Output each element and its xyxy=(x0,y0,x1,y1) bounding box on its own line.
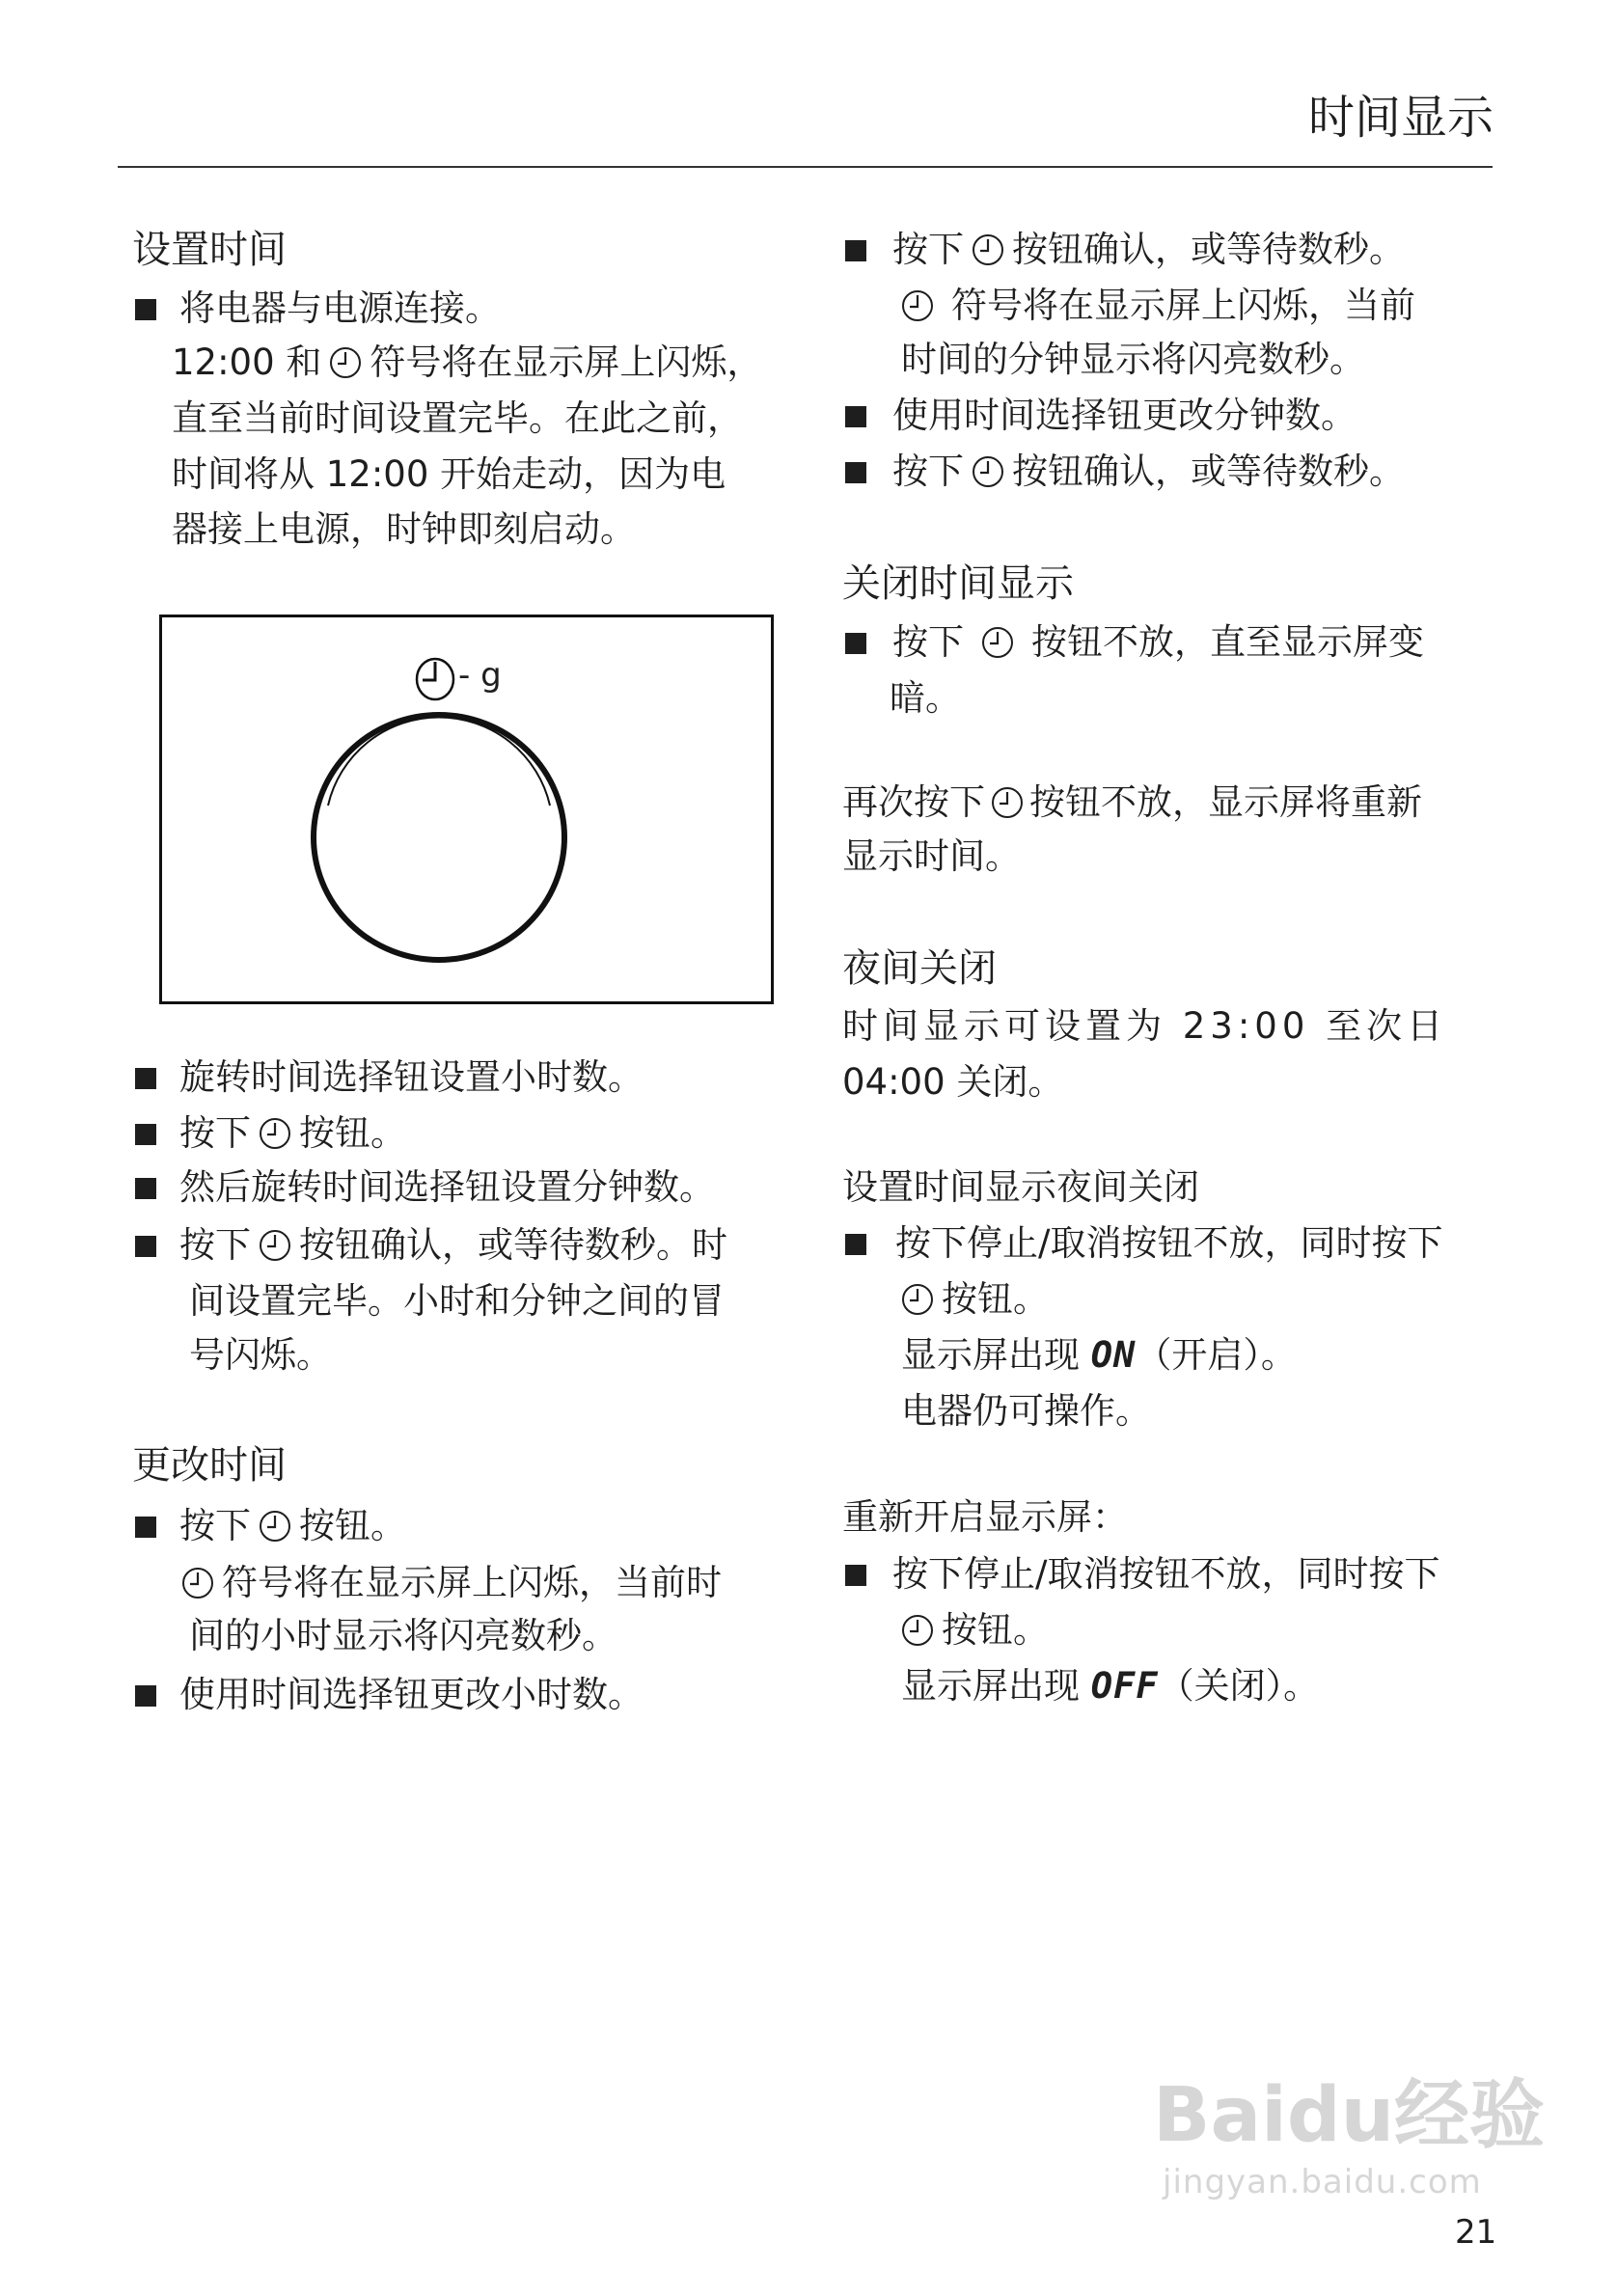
watermark-logo: Baidu经验 xyxy=(1153,2072,1546,2159)
bullet-icon xyxy=(845,406,866,427)
bullet-icon xyxy=(845,462,866,483)
knob-highlight-arc xyxy=(328,717,550,806)
list-item: 然后旋转时间选择钮设置分钟数。 xyxy=(179,1166,715,1208)
text: 按下 xyxy=(892,451,964,492)
text: 按钮确认，或等待数秒。 xyxy=(1012,451,1405,492)
bullet-icon xyxy=(135,1178,156,1199)
text: 12:00 和 xyxy=(172,342,322,383)
text: 按钮。 xyxy=(299,1505,406,1546)
paragraph-line xyxy=(172,335,762,391)
list-item xyxy=(892,444,1405,500)
paragraph-line xyxy=(901,1271,1049,1327)
bullet-icon xyxy=(135,1685,156,1707)
bullet-icon xyxy=(845,1565,866,1586)
list-item xyxy=(179,1217,727,1273)
list-item: 使用时间选择钮更改小时数。 xyxy=(179,1674,644,1715)
text: 显示屏出现 xyxy=(901,1665,1080,1707)
paragraph-line: 时间显示可设置为 23:00 至次日 xyxy=(842,1005,1448,1047)
clock-icon xyxy=(181,1567,214,1599)
section-heading: 关闭时间显示 xyxy=(842,561,1074,606)
section-heading: 更改时间 xyxy=(132,1443,287,1488)
section-heading: 重新开启显示屏： xyxy=(842,1496,1128,1538)
text: （关闭）。 xyxy=(1158,1665,1320,1707)
text: （开启）。 xyxy=(1136,1334,1297,1376)
list-item-continuation: 间设置完毕。小时和分钟之间的冒 xyxy=(189,1280,725,1322)
paragraph-line: 电器仍可操作。 xyxy=(901,1390,1151,1432)
watermark-url: jingyan.baidu.com xyxy=(1163,2163,1482,2201)
bullet-icon xyxy=(845,633,866,654)
clock-icon xyxy=(259,1117,291,1150)
clock-icon xyxy=(901,1283,934,1316)
list-item xyxy=(892,222,1405,278)
list-item: 将电器与电源连接。 xyxy=(179,287,501,329)
clock-icon xyxy=(991,786,1024,819)
header-divider xyxy=(118,166,1493,168)
text: 符号将在显示屏上闪烁，当前时 xyxy=(222,1562,722,1603)
text: 按钮。 xyxy=(942,1609,1049,1651)
text: 按下 xyxy=(892,621,964,663)
clock-icon xyxy=(259,1229,291,1262)
bullet-icon xyxy=(135,299,156,320)
paragraph-line xyxy=(901,1327,1297,1383)
clock-icon xyxy=(981,626,1014,659)
list-item xyxy=(179,1106,406,1162)
bullet-icon xyxy=(135,1517,156,1538)
section-heading: 设置时间显示夜间关闭 xyxy=(842,1166,1199,1208)
clock-icon xyxy=(901,1614,934,1647)
paragraph-line: 时间将从 12:00 开始走动，因为电 xyxy=(172,453,726,495)
paragraph-line xyxy=(842,775,1422,831)
text: 按钮。 xyxy=(299,1112,406,1154)
text: 按下 xyxy=(179,1224,251,1266)
bullet-icon xyxy=(135,1236,156,1257)
list-item: 按下停止/取消按钮不放，同时按下 xyxy=(892,1553,1440,1595)
text: 按钮不放，直至显示屏变 xyxy=(1031,621,1424,663)
paragraph-line: 直至当前时间设置完毕。在此之前， xyxy=(172,397,743,439)
clock-icon xyxy=(901,289,934,322)
paragraph-line: 器接上电源，时钟即刻启动。 xyxy=(172,508,636,550)
list-item: 使用时间选择钮更改分钟数。 xyxy=(892,395,1357,436)
list-item-continuation: 暗。 xyxy=(890,677,961,719)
text: 按钮确认，或等待数秒。 xyxy=(1012,229,1405,270)
text: 符号将在显示屏上闪烁， xyxy=(370,342,763,383)
text: 再次按下 xyxy=(842,781,985,823)
paragraph-line: 间的小时显示将闪亮数秒。 xyxy=(189,1615,617,1656)
bullet-icon xyxy=(135,1068,156,1089)
page-title: 时间显示 xyxy=(1307,91,1494,145)
list-item-continuation: 号闪烁。 xyxy=(189,1334,332,1376)
bullet-icon xyxy=(135,1124,156,1145)
text: 按下 xyxy=(179,1112,251,1154)
text: 按下 xyxy=(179,1505,251,1546)
paragraph-line: 时间的分钟显示将闪亮数秒。 xyxy=(901,339,1365,380)
section-heading: 夜间关闭 xyxy=(842,946,997,991)
text: 按钮确认，或等待数秒。时 xyxy=(299,1224,727,1266)
paragraph-line xyxy=(901,278,1415,334)
section-heading: 设置时间 xyxy=(132,228,287,272)
lcd-display-text: ON xyxy=(1090,1334,1137,1376)
bullet-icon xyxy=(845,240,866,261)
clock-icon xyxy=(329,346,362,379)
text: 显示屏出现 xyxy=(901,1334,1080,1376)
paragraph-line: 04:00 关闭。 xyxy=(842,1061,1064,1103)
time-selector-figure xyxy=(159,615,774,1004)
page-number: 21 xyxy=(1455,2213,1497,2252)
paragraph-line xyxy=(901,1658,1319,1714)
baidu-watermark xyxy=(1153,2055,1545,2201)
clock-icon xyxy=(417,659,453,699)
clock-icon xyxy=(259,1510,291,1543)
paragraph-line: 显示时间。 xyxy=(842,835,1021,877)
list-item xyxy=(892,615,1424,670)
list-item: 旋转时间选择钮设置小时数。 xyxy=(179,1056,644,1098)
text: 按钮不放，显示屏将重新 xyxy=(1029,781,1422,823)
paragraph-line xyxy=(901,1602,1049,1658)
list-item: 按下停止/取消按钮不放，同时按下 xyxy=(895,1222,1443,1264)
list-item xyxy=(179,1498,406,1554)
selector-knob xyxy=(314,715,564,960)
clock-icon xyxy=(972,455,1004,488)
text: 符号将在显示屏上闪烁，当前 xyxy=(951,285,1415,326)
figure-label: - g xyxy=(458,656,502,695)
lcd-display-text: OFF xyxy=(1090,1665,1159,1707)
clock-icon xyxy=(972,233,1004,266)
text: 按钮。 xyxy=(942,1278,1049,1320)
text: 按下 xyxy=(892,229,964,270)
bullet-icon xyxy=(845,1234,866,1255)
paragraph-line xyxy=(181,1555,722,1611)
